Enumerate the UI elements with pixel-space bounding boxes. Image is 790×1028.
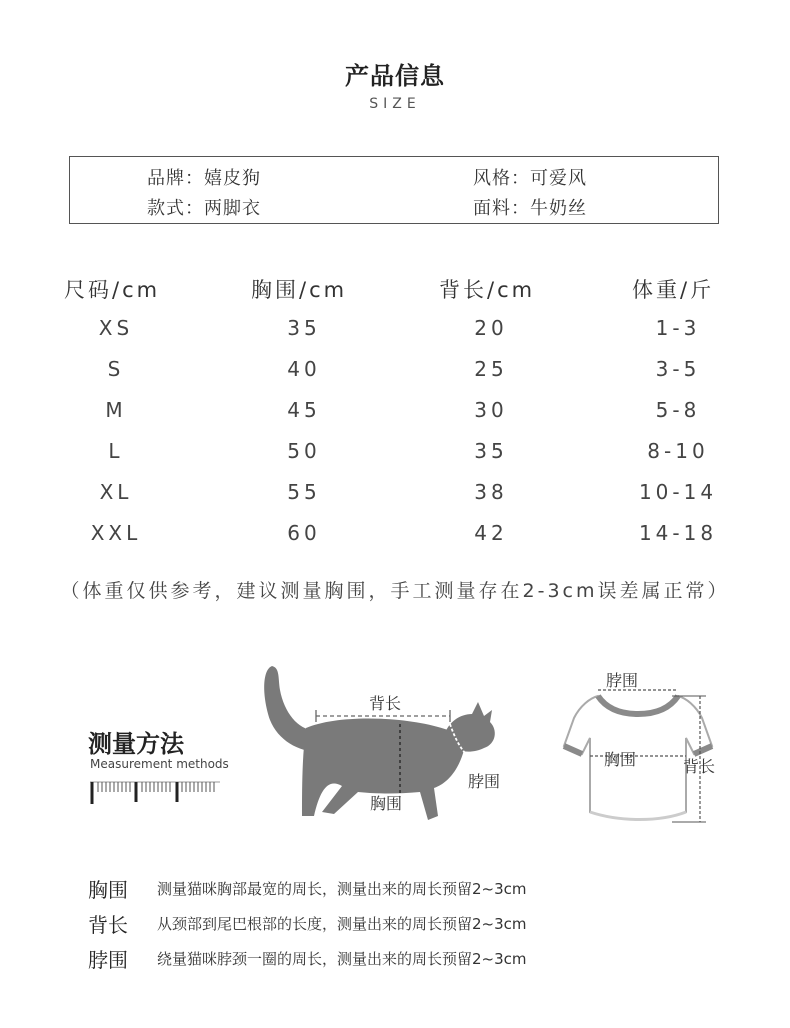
def-text-chest: 测量猫咪胸部最宽的周长，测量出来的周长预留2~3cm: [157, 880, 527, 898]
method-title: 测量方法: [88, 730, 184, 758]
back-cell: 35: [474, 439, 508, 463]
chest-cell: 50: [287, 439, 321, 463]
back-cell: 30: [474, 398, 508, 422]
chest-cell: 45: [287, 398, 321, 422]
style-value: 可爱风: [530, 168, 587, 189]
cat-chest-label: 胸围: [370, 794, 403, 813]
fabric-label: 面料：: [473, 198, 530, 219]
fabric-value: 牛奶丝: [530, 198, 587, 219]
weight-cell: 5-8: [655, 398, 701, 422]
weight-note: （体重仅供参考，建议测量胸围，手工测量存在2-3cm误差属正常）: [60, 580, 730, 602]
weight-cell: 1-3: [655, 316, 701, 340]
header-back: 背长/cm: [439, 278, 536, 302]
method-subtitle: Measurement methods: [90, 757, 229, 771]
weight-cell: 14-18: [638, 521, 718, 545]
weight-cell: 3-5: [655, 357, 701, 381]
chest-cell: 35: [287, 316, 321, 340]
back-cell: 20: [474, 316, 508, 340]
chest-cell: 55: [287, 480, 321, 504]
shirt-back-label: 背长: [683, 757, 716, 776]
type-value: 两脚衣: [204, 198, 261, 219]
size-cell: XL: [99, 480, 133, 504]
weight-cell: 8-10: [647, 439, 709, 463]
chest-cell: 60: [287, 521, 321, 545]
back-cell: 25: [474, 357, 508, 381]
fabric-info: [473, 194, 587, 220]
def-text-back: 从颈部到尾巴根部的长度，测量出来的周长预留2~3cm: [157, 915, 527, 933]
ruler-icon: [90, 780, 220, 806]
cat-neck-label: 脖围: [468, 772, 501, 791]
shirt-neck-label: 脖围: [606, 671, 639, 690]
def-term-chest: 胸围: [88, 878, 128, 902]
style-info: [473, 164, 587, 190]
shirt-chest-label: 胸围: [604, 750, 637, 769]
def-text-neck: 绕量猫咪脖颈一圈的周长，测量出来的周长预留2~3cm: [157, 950, 527, 968]
size-cell: L: [108, 439, 124, 463]
weight-cell: 10-14: [638, 480, 718, 504]
back-cell: 42: [474, 521, 508, 545]
back-cell: 38: [474, 480, 508, 504]
brand-label: 品牌：: [147, 168, 204, 189]
size-cell: M: [105, 398, 127, 422]
page-subtitle: SIZE: [369, 96, 421, 112]
cat-back-label: 背长: [369, 694, 402, 713]
header-weight: 体重/斤: [632, 278, 715, 302]
def-term-back: 背长: [88, 913, 128, 937]
type-info: [147, 194, 261, 220]
type-label: 款式：: [147, 198, 204, 219]
shirt-diagram: [560, 660, 720, 828]
size-cell: S: [107, 357, 125, 381]
chest-cell: 40: [287, 357, 321, 381]
header-chest: 胸围/cm: [251, 278, 348, 302]
def-term-neck: 脖围: [88, 948, 128, 972]
page-title: 产品信息: [345, 62, 445, 90]
size-cell: XXL: [90, 521, 142, 545]
style-label: 风格：: [473, 168, 530, 189]
size-cell: XS: [98, 316, 134, 340]
brand-value: 嬉皮狗: [204, 168, 261, 189]
brand-info: [147, 164, 261, 190]
header-size: 尺码/cm: [64, 278, 161, 302]
